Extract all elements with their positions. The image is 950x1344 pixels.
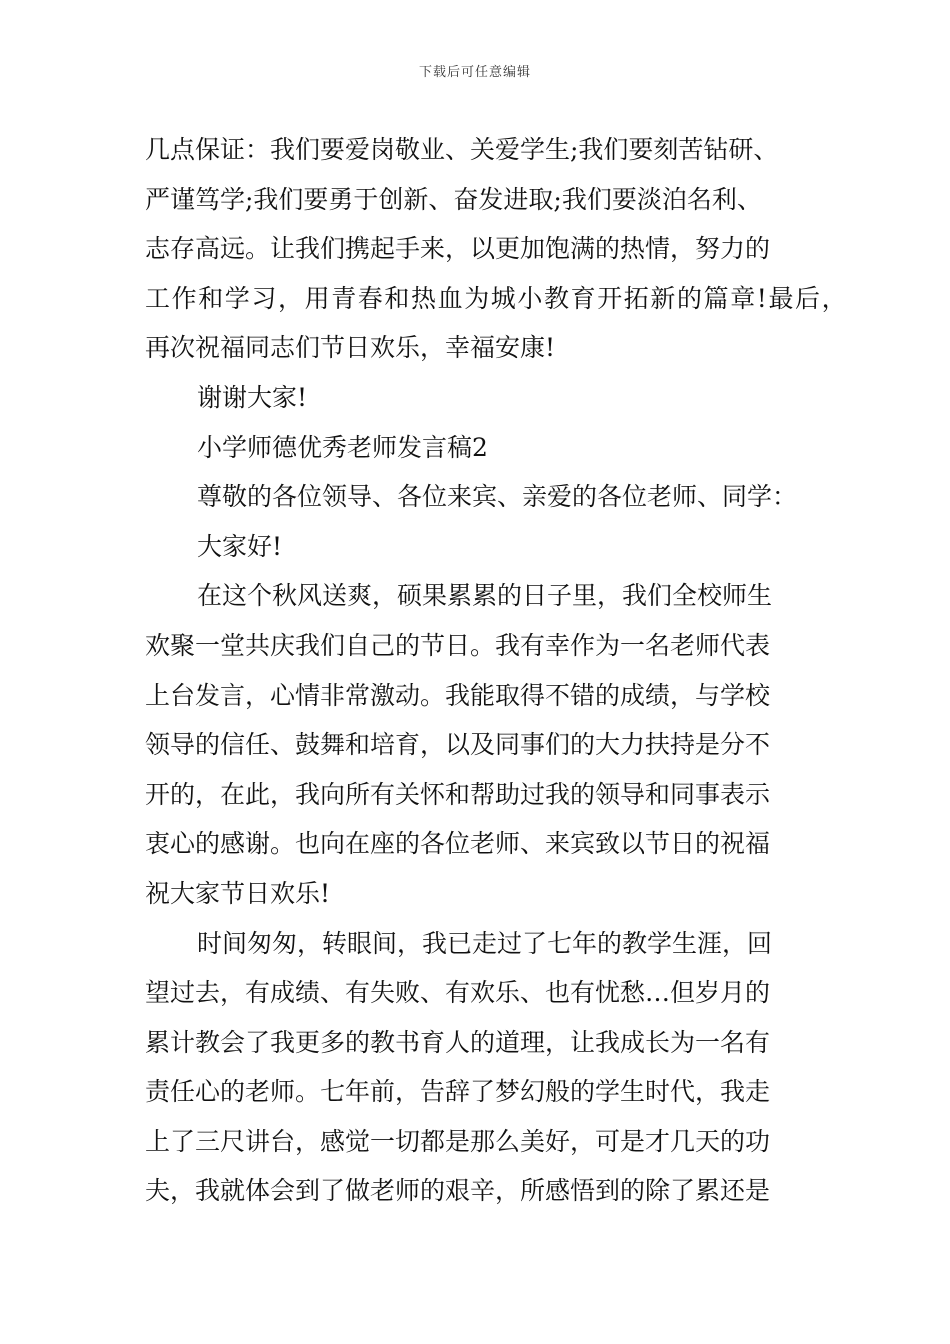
text-line: 时间匆匆，转眼间，我已走过了七年的教学生涯，回 bbox=[197, 928, 773, 958]
document-body bbox=[145, 125, 849, 1216]
salutation: 尊敬的各位领导、各位来宾、亲爱的各位老师、同学： bbox=[197, 482, 798, 512]
text-line: 谢谢大家! bbox=[197, 382, 308, 412]
text-line: 望过去，有成绩、有失败、有欢乐、也有忧愁…但岁月的 bbox=[145, 978, 771, 1008]
text-line: 欢聚一堂共庆我们自己的节日。我有幸作为一名老师代表 bbox=[145, 630, 771, 660]
page-header: 下载后可任意编辑 bbox=[418, 65, 531, 80]
text-line: 志存高远。让我们携起手来，以更加饱满的热情，努力的 bbox=[145, 234, 771, 264]
text-line: 开的，在此，我向所有关怀和帮助过我的领导和同事表示 bbox=[145, 779, 771, 809]
greeting: 大家好! bbox=[197, 531, 283, 561]
text-line: 上台发言，心情非常激动。我能取得不错的成绩，与学校 bbox=[145, 680, 771, 710]
text-line: 责任心的老师。七年前，告辞了梦幻般的学生时代，我走 bbox=[145, 1077, 771, 1107]
text-line: 领导的信任、鼓舞和培育，以及同事们的大力扶持是分不 bbox=[145, 730, 771, 760]
text-line: 衷心的感谢。也向在座的各位老师、来宾致以节日的祝福 bbox=[145, 829, 771, 859]
text-line: 工作和学习，用青春和热血为城小教育开拓新的篇章!最后， bbox=[145, 283, 849, 313]
text-line: 几点保证：我们要爱岗敬业、关爱学生;我们要刻苦钻研、 bbox=[145, 135, 779, 164]
section-title: 小学师德优秀老师发言稿2 bbox=[197, 432, 488, 462]
text-line: 夫，我就体会到了做老师的艰辛，所感悟到的除了累还是 bbox=[145, 1176, 771, 1206]
text-line: 累计教会了我更多的教书育人的道理，让我成长为一名有 bbox=[145, 1027, 771, 1057]
text-line: 再次祝福同志们节日欢乐，幸福安康! bbox=[145, 333, 556, 363]
text-line: 在这个秋风送爽，硕果累累的日子里，我们全校师生 bbox=[197, 581, 773, 611]
text-line: 祝大家节日欢乐! bbox=[145, 878, 331, 908]
text-line: 严谨笃学;我们要勇于创新、奋发进取;我们要淡泊名利、 bbox=[145, 184, 762, 214]
text-line: 上了三尺讲台，感觉一切都是那么美好，可是才几天的功 bbox=[145, 1126, 771, 1156]
